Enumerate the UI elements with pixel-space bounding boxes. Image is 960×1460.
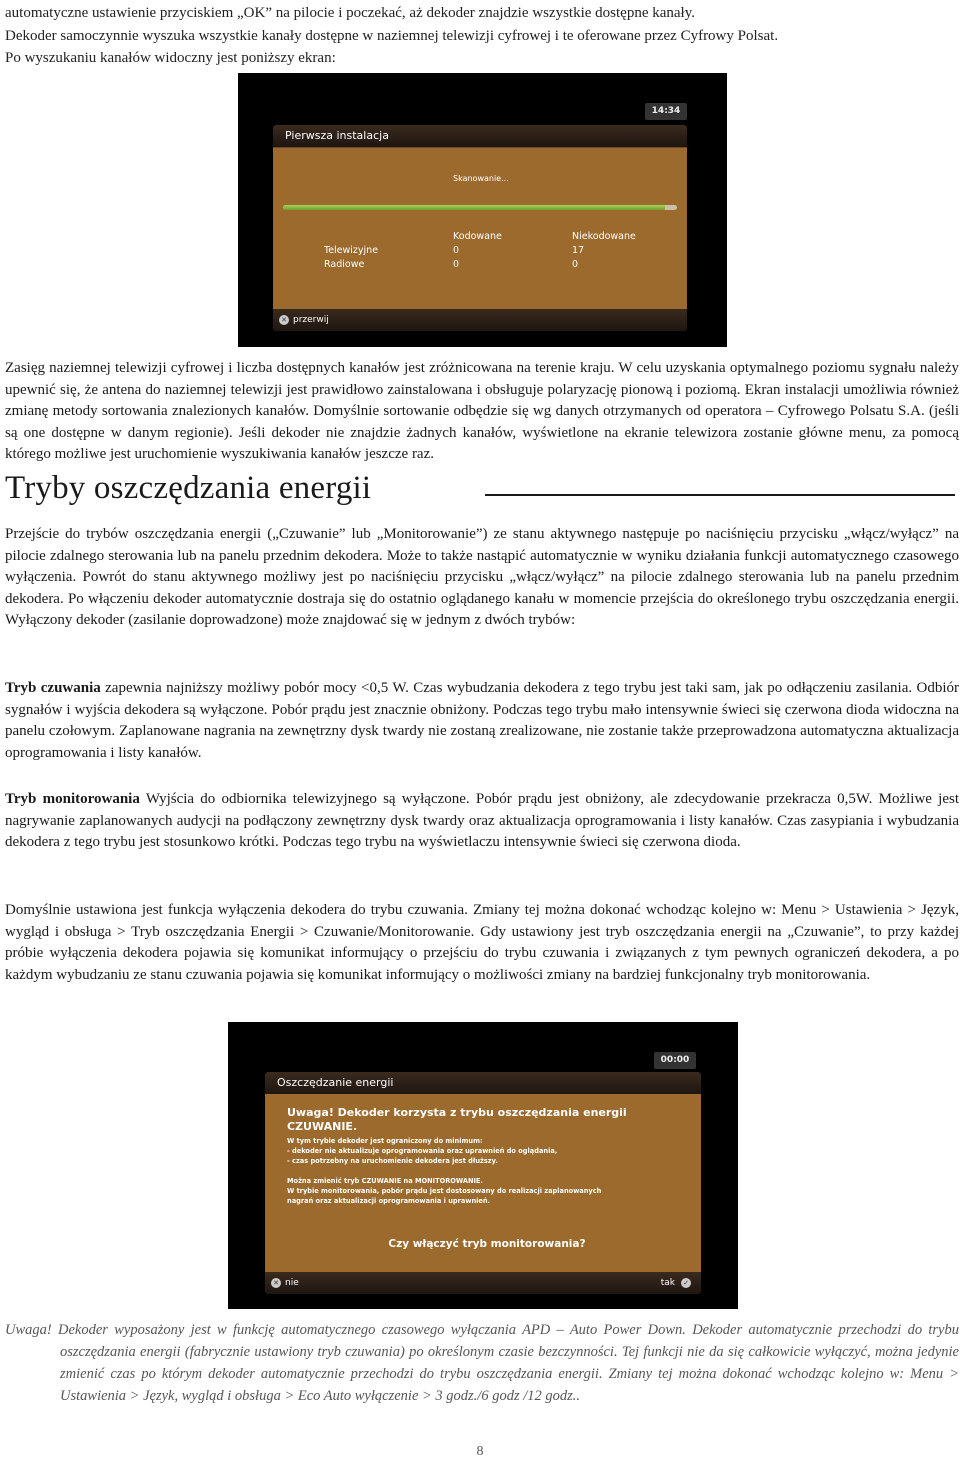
apd-note: Uwaga! Dekoder wyposażony jest w funkcję automatycznego czasowego wyłączania APD – Auto Power Down. Dekoder automatycznie przechodzi do trybu oszczędzania energii (fabrycznie ustawiony tryb czuwania) po określonym czasie bezczynności. Tej funkcji nie da się całkowicie wyłączyć, można jedynie zmienić czas po którym dekoder automatycznie przechodzi do trybu oszczędzania energii. Zmiany tej można dokonać wchodząc kolejno w: Menu > Ustawienia > Język, wygląd i obsługa > Eco Auto wyłączenie > 3 godz./6 godz /12 godz.. (5, 1322, 959, 1404)
col-uncoded-header: Niekodowane (572, 231, 636, 242)
power-saving-panel (265, 1072, 701, 1294)
abort-label: przerwij (293, 315, 329, 325)
standby-title: Tryb czuwania (5, 680, 101, 696)
panel-footer-2 (265, 1272, 701, 1294)
clock-display: 14:34 (645, 103, 687, 120)
monitor-text: Wyjścia do odbiornika telewizyjnego są wyłączone. Pobór prądu jest obniżony, ale zdecydowanie przekracza 0,5W. Możliwe jest nagrywanie zaplanowanych audycji na podłączony zewnętrzny dysk twardy oraz aktualizacja oprogramowania i listy kanałów. Czas zasypiania i wybudzania dekodera z tego trybu jest stosunkowo krótki. Podczas tego trybu na wyświetlaczu intensywnie świeci się czerwona dioda. (5, 791, 960, 850)
intro-line-1: automatyczne ustawienie przyciskiem „OK” na pilocie i poczekać, aż dekoder znajdzie wszystkie dostępne kanały. (5, 5, 695, 21)
intro-line-2: Dekoder samoczynnie wyszuka wszystkie kanały dostępne w naziemnej telewizji cyfrowej i te oferowane przez Cyfrowy Polsat. (5, 27, 779, 44)
scan-progress-bar (283, 205, 677, 210)
row-radio-coded: 0 (453, 259, 460, 270)
info-line-3: nagrań oraz aktualizacji oprogramowania i uprawnień. (287, 1197, 491, 1205)
info-line-1: Można zmienić tryb CZUWANIE na MONITOROWANIE. (287, 1177, 483, 1185)
page-number: 8 (476, 1444, 484, 1459)
intro-text (5, 2, 959, 70)
warning-line-1: W tym trybie dekoder jest ograniczony do minimum: (287, 1137, 483, 1145)
yes-button-icon: ✓ (681, 1278, 691, 1288)
scan-paragraph: Zasięg naziemnej telewizji cyfrowej i liczba dostępnych kanałów jest zróżnicowana na terenie kraju. W celu uzyskania optymalnego poziomu sygnału należy upewnić się, że antena do naziemnej telewizji jest prawidłowo zainstalowana i obsługuje polaryzację pionową i poziomą. Ekran instalacji umożliwia również zmianę metody sortowania znalezionych kanałów. Domyślnie sortowanie odbędzie się wg danych otrzymanych od operatora – Cyfrowego Polsatu S.A. (jeśli są one dostępne w danym regionie). Jeśli dekoder nie znajdzie żadnych kanałów, wyświetlone na ekranie telewizora zostanie główne menu, za pomocą którego możliwe jest uruchomienie wyszukiwania kanałów jeszcze raz. (5, 360, 959, 462)
warning-line-3: - czas potrzebny na uruchomienie dekodera jest dłuższy. (287, 1157, 498, 1165)
intro-line-3: Po wyszukaniu kanałów widoczny jest poniższy ekran: (5, 50, 336, 66)
power-saving-screenshot (228, 1022, 738, 1309)
row-tv-coded: 0 (453, 245, 460, 256)
section-heading: Tryby oszczędzania energii (5, 470, 372, 506)
installation-screenshot (238, 73, 727, 347)
cancel-button-icon: ✕ (279, 315, 289, 325)
warning-message (287, 1106, 687, 1250)
standby-paragraph (5, 678, 959, 764)
row-tv-uncoded: 17 (572, 245, 585, 256)
row-radio-uncoded: 0 (572, 259, 579, 270)
default-paragraph: Domyślnie ustawiona jest funkcja wyłączenia dekodera do trybu czuwania. Zmiany tej można dokonać wchodząc kolejno w: Menu > Ustawienia > Język, wygląd i obsługa > Tryb oszczędzania Energii > Czuwanie/Monitorowanie. Gdy ustawiony jest tryb oszczędzania energii na „Czuwanie”, to przy każdej próbie wyłączenia dekodera pojawia się komunikat informujący o przejściu do trybu czuwania i związanych z tym pewnych ograniczeń dekodera, a po każdym wybudzaniu ze stanu czuwania pojawia się komunikat informujący o możliwości zmiany na bardziej funkcjonalny tryb monitorowania. (5, 902, 959, 983)
panel-title-2: Oszczędzanie energii (265, 1072, 701, 1094)
panel-footer (273, 309, 687, 331)
scan-status: Skanowanie... (453, 174, 509, 183)
yes-label: tak (660, 1278, 675, 1288)
warning-line-2: - dekoder nie aktualizuje oprogramowania oraz uprawnień do oglądania, (287, 1147, 558, 1155)
warning-headline: Uwaga! Dekoder korzysta z trybu oszczędzania energii CZUWANIE. (287, 1106, 627, 1133)
modes-paragraph: Przejście do trybów oszczędzania energii („Czuwanie” lub „Monitorowanie”) ze stanu aktywnego następuje po naciśnięciu przycisku „włącz/wyłącz” na pilocie zdalnego sterowania lub na panelu przednim dekodera. Może to także nastąpić automatycznie w wyniku działania funkcji automatycznego czasowego wyłączenia. Powrót do stanu aktywnego możliwy jest po naciśnięciu przycisku „włącz/wyłącz” na pilocie zdalnego sterowania lub na panelu przednim dekodera. Po włączeniu dekoder automatycznie dostraja się do ostatnio oglądanego kanału w momencie przejścia do określonego trybu oszczędzania energii. Wyłączony dekoder (zasilanie doprowadzone) może znajdować się w jednym z dwóch trybów: (5, 526, 959, 628)
col-coded-header: Kodowane (453, 231, 502, 242)
no-button-icon: ✕ (271, 1278, 281, 1288)
standby-text: zapewnia najniższy możliwy pobór mocy <0,5 W. Czas wybudzania dekodera z tego trybu jest taki sam, jak po odłączeniu zasilania. Odbiór sygnałów i wyjścia dekodera są wyłączone. Pobór prądu jest znacznie obniżony. Podczas tego trybu mało intensywnie świeci się czerwona dioda widoczna na panelu czołowym. Zaplanowane nagrania na zewnętrzny dysk twardy nie zostaną zrealizowane, nie zostanie także przeprowadzona automatyczna aktualizacja oprogramowania i listy kanałów. (5, 680, 959, 761)
yes-option (661, 1272, 695, 1294)
no-label: nie (285, 1278, 299, 1288)
row-radio-label: Radiowe (324, 259, 365, 270)
clock-display-2: 00:00 (654, 1052, 696, 1069)
monitor-paragraph (5, 789, 959, 854)
monitor-title: Tryb monitorowania (5, 791, 140, 807)
row-tv-label: Telewizyjne (324, 245, 379, 256)
scan-progress-fill (283, 205, 665, 210)
installation-panel (273, 125, 687, 331)
info-line-2: W trybie monitorowania, pobór prądu jest dostosowany do realizacji zaplanowanych (287, 1187, 602, 1195)
panel-title: Pierwsza instalacja (273, 125, 687, 148)
question-text: Czy włączyć tryb monitorowania? (388, 1238, 586, 1250)
heading-rule (485, 494, 955, 496)
